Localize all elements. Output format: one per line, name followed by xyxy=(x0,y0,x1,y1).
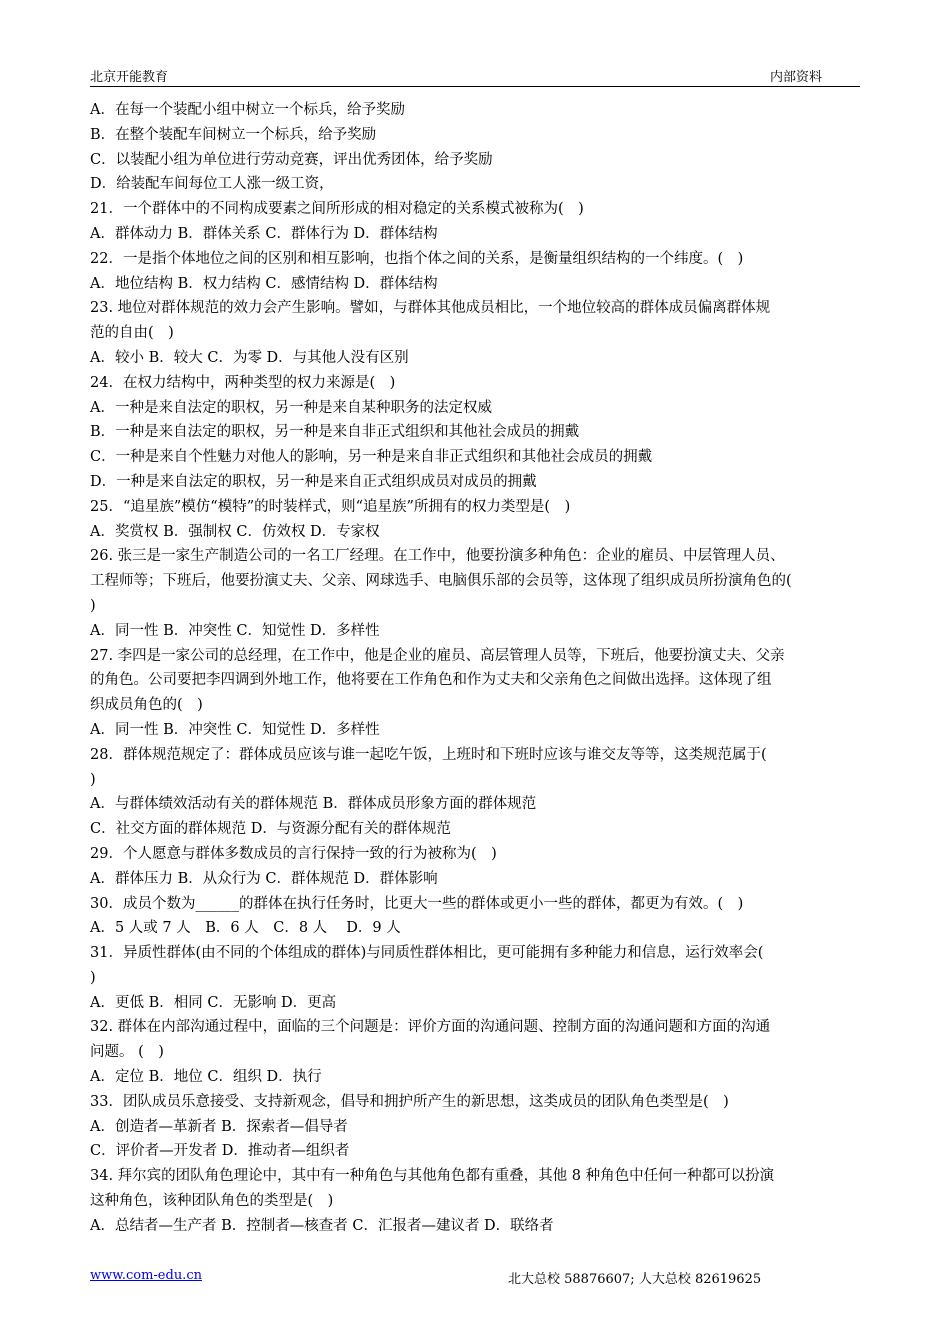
text-line: B．在整个装配车间树立一个标兵，给予奖励 xyxy=(90,126,377,143)
text-line: 34. 拜尔宾的团队角色理论中，其中有一种角色与其他角色都有重叠，其他 8 种角色中任何一种都可以扮演 xyxy=(90,1168,775,1185)
text-line: 29．个人愿意与群体多数成员的言行保持一致的行为被称为( ) xyxy=(90,845,497,862)
text-line: 24．在权力结构中，两种类型的权力来源是( ) xyxy=(90,374,396,391)
text-line: A．奖赏权 B．强制权 C．仿效权 D．专家权 xyxy=(90,523,380,540)
text-line: A．较小 B．较大 C．为零 D．与其他人没有区别 xyxy=(90,349,409,366)
text-line: ) xyxy=(90,771,96,788)
text-line: 33．团队成员乐意接受、支持新观念，倡导和拥护所产生的新思想，这类成员的团队角色类型是( ) xyxy=(90,1093,729,1110)
text-line: 23. 地位对群体规范的效力会产生影响。譬如，与群体其他成员相比，一个地位较高的群体成员偏离群体规 xyxy=(90,300,771,317)
text-line: 26. 张三是一家生产制造公司的一名工厂经理。在工作中，他要扮演多种角色：企业的雇员、中层管理人员、 xyxy=(90,548,785,565)
text-line: A．同一性 B．冲突性 C．知觉性 D．多样性 xyxy=(90,721,380,738)
text-line: A．一种是来自法定的职权，另一种是来自某种职务的法定权威 xyxy=(90,399,492,416)
text-line: 的角色。公司要把李四调到外地工作，他将要在工作角色和作为丈夫和父亲角色之间做出选择。这体现了组 xyxy=(90,672,772,689)
text-line: 21．一个群体中的不同构成要素之间所形成的相对稳定的关系模式被称为( ) xyxy=(90,201,584,218)
text-line: 30．成员个数为______的群体在执行任务时，比更大一些的群体或更小一些的群体，都更为有效。( ) xyxy=(90,895,744,912)
text-line: 27. 李四是一家公司的总经理，在工作中，他是企业的雇员、高层管理人员等，下班后，他要扮演丈夫、父亲 xyxy=(90,647,785,664)
document-body xyxy=(90,98,860,1239)
footer-website-link[interactable]: www.com-edu.cn xyxy=(90,1268,202,1283)
text-line: 32. 群体在内部沟通过程中，面临的三个问题是：评价方面的沟通问题、控制方面的沟通问题和方面的沟通 xyxy=(90,1019,771,1036)
text-line: A．群体压力 B．从众行为 C．群体规范 D．群体影响 xyxy=(90,870,438,887)
text-line: 问题。 ( ) xyxy=(90,1044,164,1061)
text-line: B．一种是来自法定的职权，另一种是来自非正式组织和其他社会成员的拥戴 xyxy=(90,424,580,441)
text-line: A．总结者—生产者 B．控制者—核查者 C．汇报者—建议者 D．联络者 xyxy=(90,1217,554,1234)
text-line: 这种角色，该种团队角色的类型是( ) xyxy=(90,1193,334,1210)
text-line: C．一种是来自个性魅力对他人的影响，另一种是来自非正式组织和其他社会成员的拥戴 xyxy=(90,449,653,466)
text-line: A．群体动力 B．群体关系 C．群体行为 D．群体结构 xyxy=(90,225,438,242)
text-line: ) xyxy=(90,597,96,614)
text-line: A．5 人或 7 人 B．6 人 C．8 人 D．9 人 xyxy=(90,920,401,937)
text-line: A．地位结构 B．权力结构 C．感情结构 D．群体结构 xyxy=(90,275,438,292)
text-line: 织成员角色的( ) xyxy=(90,697,203,714)
text-line: C．评价者—开发者 D．推动者—组织者 xyxy=(90,1143,350,1160)
text-line: A．同一性 B．冲突性 C．知觉性 D．多样性 xyxy=(90,622,380,639)
text-line: C．社交方面的群体规范 D．与资源分配有关的群体规范 xyxy=(90,821,451,838)
text-line: C．以装配小组为单位进行劳动竞赛，评出优秀团体，给予奖励 xyxy=(90,151,493,168)
text-line: 范的自由( ) xyxy=(90,325,174,342)
header-org-name: 北京开能教育 xyxy=(90,70,169,85)
text-line: D．一种是来自法定的职权，另一种是来自正式组织成员对成员的拥戴 xyxy=(90,473,537,490)
page-header xyxy=(90,64,860,87)
text-line: D．给装配车间每位工人涨一级工资， xyxy=(90,176,334,193)
text-line: A．更低 B．相同 C．无影响 D．更高 xyxy=(90,994,337,1011)
text-line: 22．一是指个体地位之间的区别和相互影响，也指个体之间的关系，是衡量组织结构的一个纬度。( ) xyxy=(90,250,744,267)
text-line: 25．“追星族”模仿“模特”的时装样式，则“追星族”所拥有的权力类型是( ) xyxy=(90,498,571,515)
text-line: A．与群体绩效活动有关的群体规范 B．群体成员形象方面的群体规范 xyxy=(90,796,537,813)
text-line: A．在每一个装配小组中树立一个标兵，给予奖励 xyxy=(90,102,405,118)
text-line: A．定位 B．地位 C．组织 D．执行 xyxy=(90,1069,322,1086)
text-line: 31．异质性群体(由不同的个体组成的群体)与同质性群体相比，更可能拥有多种能力和信息，运行效率会( xyxy=(90,945,764,962)
text-line: ) xyxy=(90,969,96,986)
text-line: 28．群体规范规定了：群体成员应该与谁一起吃午饭，上班时和下班时应该与谁交友等等，这类规范属于( xyxy=(90,746,767,763)
footer-phone-numbers: 北大总校 58876607; 人大总校 82619625 xyxy=(508,1272,762,1287)
header-internal-label: 内部资料 xyxy=(769,70,822,85)
text-line: A．创造者—革新者 B．探索者—倡导者 xyxy=(90,1118,348,1135)
text-line: 工程师等；下班后，他要扮演丈夫、父亲、网球选手、电脑俱乐部的会员等，这体现了组织成员所扮演角色的( xyxy=(90,573,792,590)
